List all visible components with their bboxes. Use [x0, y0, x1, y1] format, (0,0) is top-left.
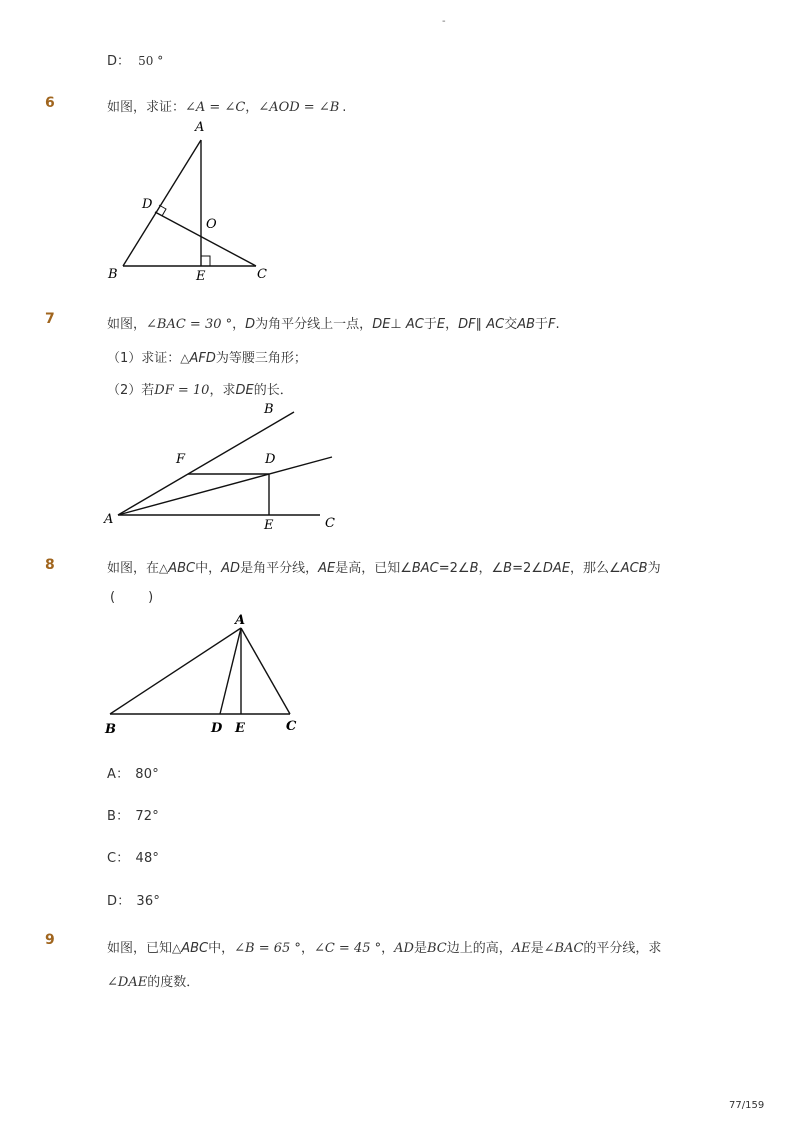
q7-t6: 交 — [504, 317, 518, 332]
q6-math2: ∠AOD = ∠B — [258, 100, 340, 115]
question-9-text — [107, 937, 661, 956]
q7-m2: D — [245, 317, 256, 332]
q6-label-c: C — [257, 267, 267, 282]
q8-t8: ，那么 — [570, 561, 610, 576]
q9-m2: ∠B = 65 ° — [234, 941, 301, 956]
q7-t5: ， — [445, 317, 459, 332]
q9-t3: ， — [300, 941, 314, 956]
q9-m5: BC — [426, 941, 447, 956]
q6-sep: ， — [245, 100, 259, 115]
q7-label-a: A — [104, 512, 114, 527]
q8-option-b[interactable] — [107, 805, 159, 824]
q7-ray-ad — [118, 457, 332, 515]
q7-figure — [100, 398, 340, 533]
q8-option-c[interactable] — [107, 847, 159, 866]
q6-label-o: O — [206, 217, 217, 232]
q8-m1: ABC — [168, 561, 196, 576]
q7-m4: E — [436, 317, 446, 332]
q8-option-b-value: 72° — [135, 809, 159, 824]
prev-option-d-label: D： — [107, 54, 131, 69]
q7-m7: F — [548, 317, 556, 332]
q8-label-d: D — [211, 721, 223, 735]
q9-t5: 是 — [413, 941, 427, 956]
q8-option-a-label: A： — [107, 767, 130, 782]
q6-right-angle-e — [201, 256, 210, 266]
q8-label-c: C — [286, 719, 297, 734]
q6-prefix: 如图，求证： — [107, 100, 186, 115]
q9-t6: 边上的高， — [446, 941, 512, 956]
q9-m3: ∠C = 45 ° — [313, 941, 382, 956]
q8-figure — [100, 610, 310, 735]
q7-m6: AB — [517, 317, 536, 332]
q7-part2-math: DF = 10 — [154, 383, 210, 398]
q7-part2-prefix: （2）若 — [107, 383, 155, 398]
q6-label-a: A — [195, 120, 205, 135]
question-number-8: 8 — [45, 557, 55, 573]
q7-label-e: E — [264, 518, 274, 533]
prev-option-d — [107, 50, 163, 69]
q8-line-ab — [110, 628, 241, 714]
q8-m7: ∠DAE — [531, 561, 571, 576]
q8-m3: AE — [318, 561, 336, 576]
q8-m6: ∠B — [491, 561, 513, 576]
q8-option-d-label: D： — [107, 894, 131, 909]
q8-option-d[interactable] — [107, 890, 160, 909]
q8-option-a-value: 80° — [135, 767, 159, 782]
q6-label-b: B — [108, 267, 118, 282]
q9-m1: ABC — [181, 941, 209, 956]
q7-part1-tri: △ — [180, 351, 190, 365]
q8-t7: =2 — [512, 561, 532, 576]
question-number-6: 6 — [45, 95, 55, 111]
q8-option-a[interactable] — [107, 763, 159, 782]
q7-t3: 为角平分线上一点， — [255, 317, 373, 332]
q9-t7: 是 — [530, 941, 544, 956]
q7-t8: . — [555, 317, 560, 332]
q7-t2: ， — [232, 317, 246, 332]
q7-label-c: C — [325, 516, 335, 531]
q8-t3: 是角平分线， — [240, 561, 319, 576]
q6-label-d: D — [142, 197, 153, 212]
q8-line-ad — [220, 628, 241, 714]
q8-t6: ， — [478, 561, 492, 576]
question-6-text — [107, 96, 346, 115]
q8-label-a: A — [235, 613, 246, 628]
q8-m2: AD — [221, 561, 241, 576]
q7-t4: 于 — [423, 317, 437, 332]
q8-line-ac — [241, 628, 290, 714]
question-number-7: 7 — [45, 311, 55, 327]
q8-m5: ∠B — [457, 561, 479, 576]
question-7-part-1 — [107, 347, 307, 366]
q8-tri: △ — [159, 561, 169, 575]
q9-t1: 如图，已知 — [107, 941, 173, 956]
prev-option-d-value: 50 ° — [138, 54, 164, 68]
question-7-text — [107, 313, 560, 332]
q9-m6: AE — [511, 941, 531, 956]
question-9-text-line2 — [107, 971, 199, 990]
q7-label-d: D — [265, 452, 276, 467]
q8-option-d-value: 36° — [136, 894, 161, 909]
q7-m5: DF∥ AC — [458, 317, 505, 332]
q7-part2-mid: ，求 — [209, 383, 236, 398]
q8-m4: ∠BAC — [400, 561, 439, 576]
q7-part2-math2: DE — [235, 383, 254, 398]
q8-t5: =2 — [438, 561, 458, 576]
q8-answer-paren: ( ) — [110, 590, 154, 605]
q8-t9: 为 — [647, 561, 661, 576]
q7-m1: ∠BAC = 30 ° — [146, 317, 233, 332]
q8-option-c-label: C： — [107, 851, 130, 866]
question-number-9: 9 — [45, 932, 55, 948]
q8-option-b-label: B： — [107, 809, 130, 824]
question-7-part-2 — [107, 379, 293, 398]
q7-part1-suffix: 为等腰三角形； — [215, 351, 307, 366]
q7-part1-math: AFD — [189, 351, 216, 366]
q9-t8: 的平分线，求 — [583, 941, 662, 956]
q9-m4: AD — [394, 941, 414, 956]
q8-option-c-value: 48° — [135, 851, 160, 866]
q7-label-f: F — [176, 452, 186, 467]
q7-label-b: B — [264, 402, 274, 417]
q9-tri: △ — [172, 941, 182, 955]
q9-t4: ， — [381, 941, 395, 956]
q8-label-b: B — [105, 722, 116, 735]
q7-t7: 于 — [535, 317, 549, 332]
q9-m8: ∠DAE — [107, 975, 148, 990]
q8-t4: 是高，已知 — [335, 561, 401, 576]
q8-t2: 中， — [195, 561, 222, 576]
q9-m7: ∠BAC — [543, 941, 584, 956]
question-8-text — [107, 557, 661, 576]
q8-m8: ∠ACB — [609, 561, 648, 576]
q6-label-e: E — [196, 269, 206, 284]
page-number: 77/159 — [729, 1100, 765, 1111]
q6-figure — [100, 115, 280, 285]
q7-part2-suffix: 的长． — [253, 383, 293, 398]
q6-line-ab — [123, 140, 201, 266]
q6-math1: ∠A = ∠C — [185, 100, 246, 115]
q7-m3: DE⊥ AC — [372, 317, 424, 332]
top-dash: - — [442, 16, 446, 27]
q8-t1: 如图，在 — [107, 561, 160, 576]
q9-t9: 的度数． — [147, 975, 200, 990]
q9-t2: 中， — [208, 941, 235, 956]
q8-label-e: E — [235, 721, 245, 735]
q6-end: . — [342, 100, 347, 115]
q7-t1: 如图， — [107, 317, 147, 332]
q7-part1-prefix: （1）求证： — [107, 351, 181, 366]
